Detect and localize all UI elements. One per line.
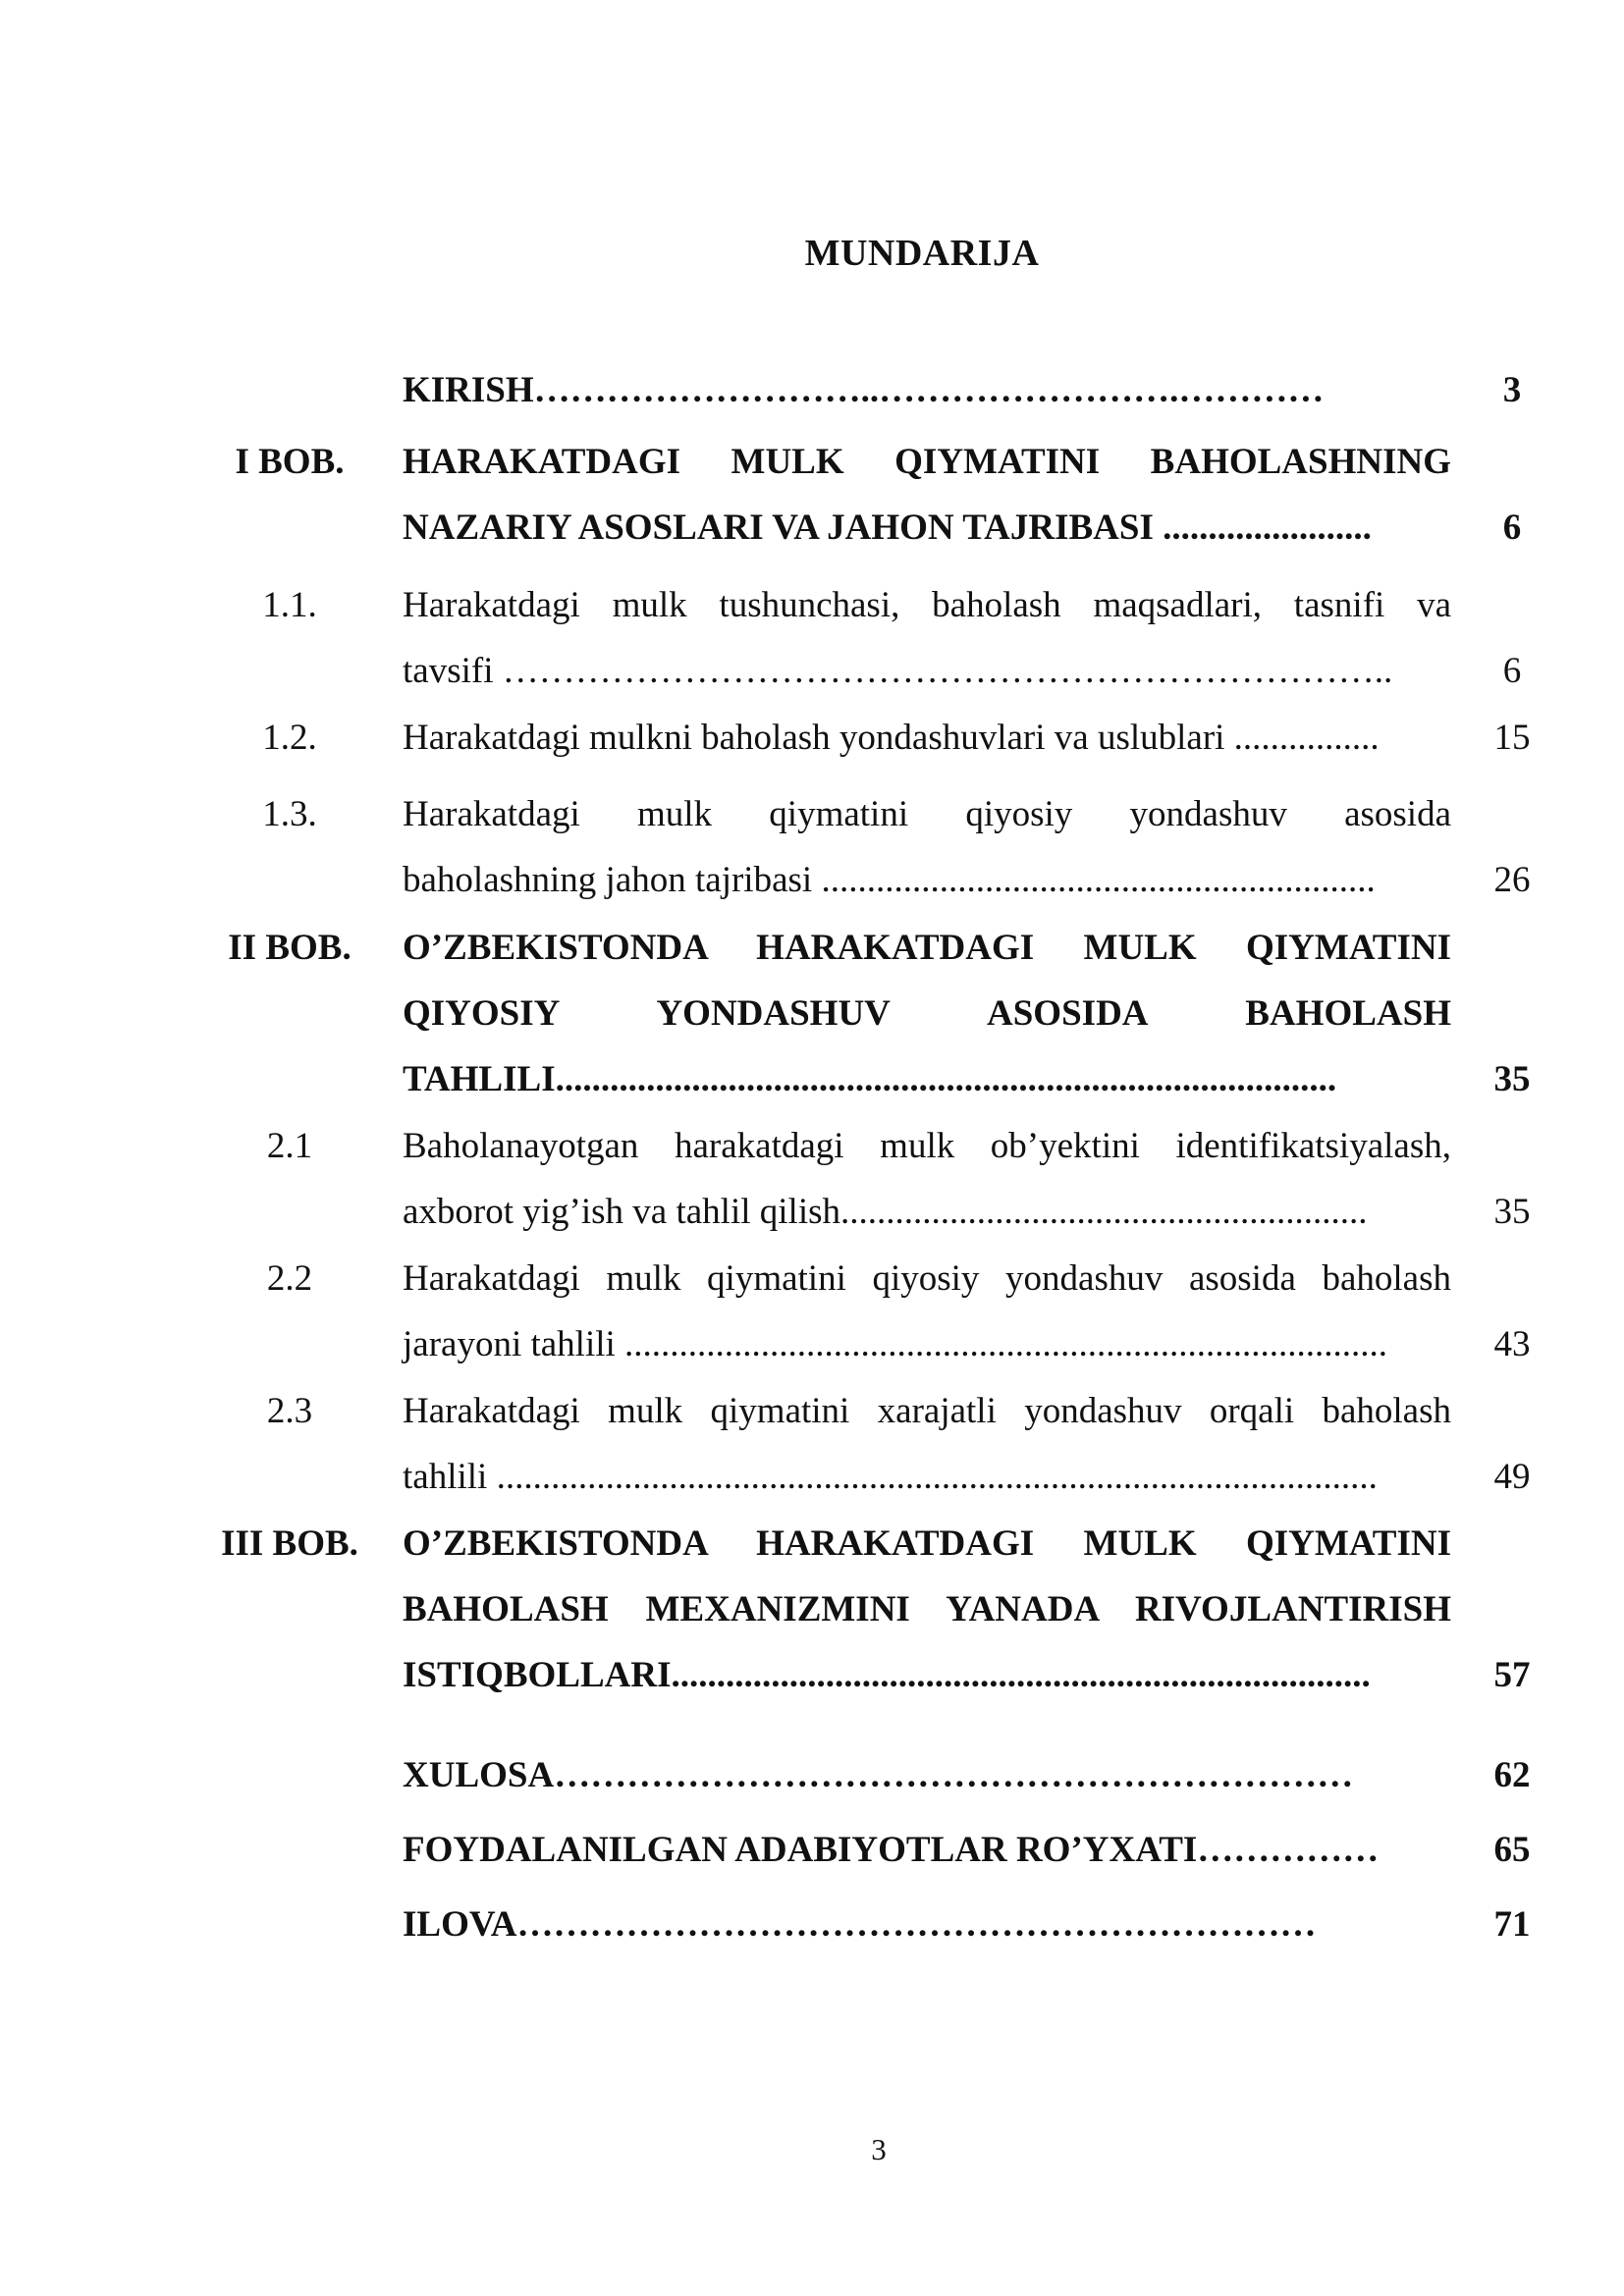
toc-entry-line: axborot yig’ish va tahlil qilish.......................................................... <box>403 1192 1368 1232</box>
toc-entry-line: O’ZBEKISTONDA HARAKATDAGI MULK QIYMATINI <box>403 928 1451 968</box>
toc-entry-line: tahlili ................................................................................................. <box>403 1457 1378 1497</box>
toc-entry-page: 3 <box>1502 370 1522 410</box>
toc-entry-number: 2.1 <box>266 1126 313 1166</box>
toc-entry-page: 57 <box>1493 1655 1531 1695</box>
toc-entry-page: 71 <box>1493 1904 1531 1945</box>
toc-entry-line: jarayoni tahlili .................................................................................... <box>403 1324 1388 1364</box>
toc-entry-text <box>403 1246 1451 1377</box>
toc-entry-text <box>403 1892 1451 1957</box>
toc-entry-number: 1.2. <box>262 718 317 758</box>
toc-entry-page: 6 <box>1502 651 1522 691</box>
toc-entry-line: FOYDALANILGAN ADABIYOTLAR RO’YXATI…………… <box>403 1830 1380 1870</box>
toc-entry-line: tavsifi ……………………………………………………………….. <box>403 651 1393 691</box>
toc-entry-text <box>403 705 1451 771</box>
toc-entry-line: ILOVA………………………………………………………… <box>403 1904 1317 1945</box>
toc-entry-page: 26 <box>1493 860 1531 900</box>
toc-entry-page: 62 <box>1493 1755 1531 1795</box>
toc-entry-text <box>403 572 1451 704</box>
toc-entry-text <box>403 1511 1451 1708</box>
toc-entry-text <box>403 1113 1451 1245</box>
toc-entry-page: 6 <box>1502 507 1522 548</box>
toc-entry-line: KIRISH………………………..…………………….………… <box>403 370 1325 410</box>
toc-entry-page: 43 <box>1493 1324 1531 1364</box>
toc-entry-line: BAHOLASH MEXANIZMINI YANADA RIVOJLANTIRISH <box>403 1589 1451 1629</box>
toc-entry-text <box>403 915 1451 1112</box>
toc-entry-page: 15 <box>1493 718 1531 758</box>
toc-entry-text <box>403 429 1451 561</box>
page-number: 3 <box>871 2132 887 2166</box>
toc-entry-line: Harakatdagi mulk qiymatini qiyosiy yondashuv asosida <box>403 794 1451 834</box>
toc-entry-number: 2.3 <box>266 1391 313 1431</box>
toc-entry-number: III BOB. <box>221 1523 358 1564</box>
toc-entry-page: 65 <box>1493 1830 1531 1870</box>
toc-entry-line: baholashning jahon tajribasi ............................................................. <box>403 860 1376 900</box>
toc-entry-line: Harakatdagi mulkni baholash yondashuvlari va uslublari ................ <box>403 718 1380 758</box>
toc-entry-page: 35 <box>1493 1059 1531 1099</box>
toc-entry-line: TAHLILI...................................................................................... <box>403 1059 1337 1099</box>
toc-entry-line: Baholanayotgan harakatdagi mulk ob’yektini identifikatsiyalash, <box>403 1126 1451 1166</box>
toc-entry-text <box>403 357 1451 423</box>
toc-entry-text <box>403 1378 1451 1510</box>
toc-title: MUNDARIJA <box>804 233 1040 274</box>
toc-entry-line: ISTIQBOLLARI............................................................................. <box>403 1655 1371 1695</box>
toc-entry-number: 2.2 <box>266 1258 313 1299</box>
toc-entry-number: I BOB. <box>235 442 345 482</box>
toc-entry-line: NAZARIY ASOSLARI VA JAHON TAJRIBASI ....................... <box>403 507 1372 548</box>
toc-entry-number: 1.1. <box>262 585 317 625</box>
toc-entry-page: 35 <box>1493 1192 1531 1232</box>
toc-entry-number: 1.3. <box>262 794 317 834</box>
toc-entry-text <box>403 1817 1451 1883</box>
toc-entry-line: XULOSA………………………………………………………… <box>403 1755 1354 1795</box>
toc-entry-text <box>403 781 1451 913</box>
toc-entry-line: QIYOSIY YONDASHUV ASOSIDA BAHOLASH <box>403 993 1451 1034</box>
toc-entry-line: Harakatdagi mulk tushunchasi, baholash maqsadlari, tasnifi va <box>403 585 1451 625</box>
toc-entry-page: 49 <box>1493 1457 1531 1497</box>
toc-entry-number: II BOB. <box>228 928 352 968</box>
toc-entry-text <box>403 1742 1451 1808</box>
toc-entry-line: O’ZBEKISTONDA HARAKATDAGI MULK QIYMATINI <box>403 1523 1451 1564</box>
toc-entry-line: Harakatdagi mulk qiymatini qiyosiy yondashuv asosida baholash <box>403 1258 1451 1299</box>
toc-entry-line: Harakatdagi mulk qiymatini xarajatli yondashuv orqali baholash <box>403 1391 1451 1431</box>
toc-entry-line: HARAKATDAGI MULK QIYMATINI BAHOLASHNING <box>403 442 1451 482</box>
